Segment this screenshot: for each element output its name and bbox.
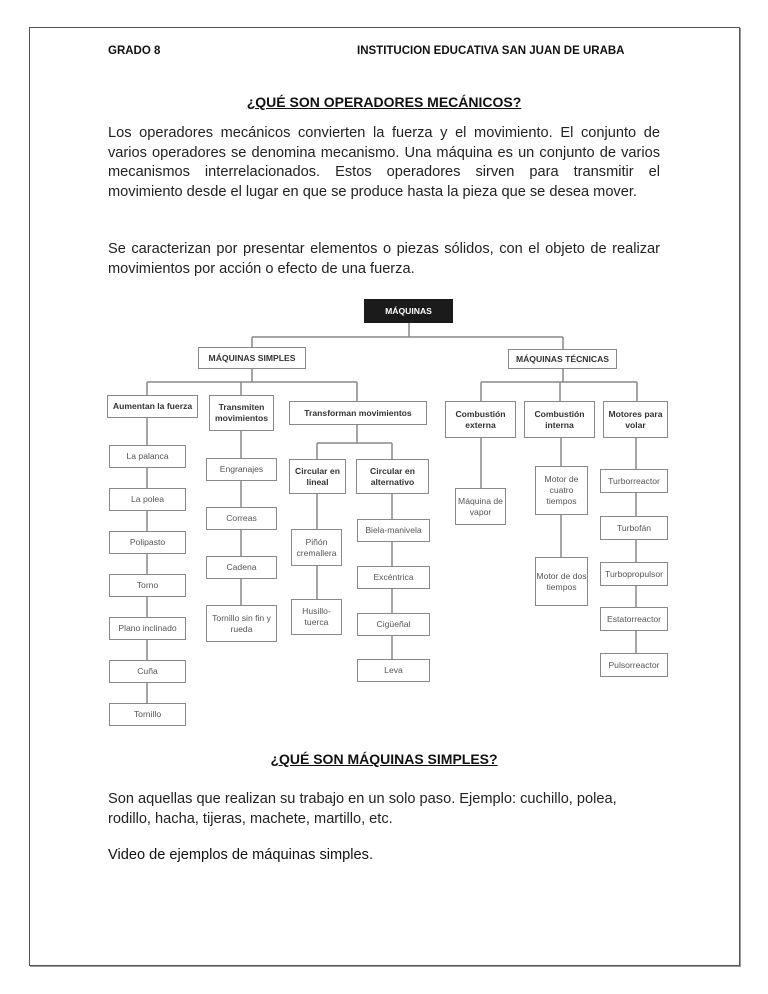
paragraph-maquinas-simples: Son aquellas que realizan su trabajo en un solo paso. Ejemplo: cuchillo, polea, rodillo, hacha, tijeras, machete, martillo, etc. <box>108 791 617 827</box>
node-item: Turbofán <box>600 516 668 540</box>
node-circular-lineal: Circular en lineal <box>289 459 346 494</box>
node-item: Cigüeñal <box>357 613 430 636</box>
header-institution: INSTITUCION EDUCATIVA SAN JUAN DE URABA <box>357 45 625 57</box>
node-transforman-movimientos: Transforman movimientos <box>289 401 427 425</box>
node-maquinas-tecnicas: MÁQUINAS TÉCNICAS <box>508 349 617 369</box>
node-item: Cadena <box>206 556 277 579</box>
node-aumentan-fuerza: Aumentan la fuerza <box>107 395 198 418</box>
node-item: Tornillo <box>109 703 186 726</box>
node-item: Máquina de vapor <box>455 488 506 525</box>
node-motores-volar: Motores para volar <box>603 401 668 438</box>
node-item: Biela-manivela <box>357 519 430 542</box>
node-combustion-interna: Combustión interna <box>524 401 595 438</box>
node-item: La palanca <box>109 445 186 468</box>
node-item: Turborreactor <box>600 469 668 493</box>
section-title-operadores: ¿QUÉ SON OPERADORES MECÁNICOS? <box>246 94 522 110</box>
node-item: Plano inclinado <box>109 617 186 640</box>
node-item: Tornillo sin fin y rueda <box>206 605 277 642</box>
node-item: Correas <box>206 507 277 530</box>
node-item: Piñón cremallera <box>291 529 342 566</box>
node-item: Polipasto <box>109 531 186 554</box>
node-item: Motor de dos tiempos <box>535 557 588 606</box>
node-item: Cuña <box>109 660 186 683</box>
node-maquinas-simples: MÁQUINAS SIMPLES <box>198 347 306 369</box>
node-item: Leva <box>357 659 430 682</box>
node-maquinas: MÁQUINAS <box>364 299 453 323</box>
node-item: Estatorreactor <box>600 607 668 631</box>
node-circular-alternativo: Circular en alternativo <box>356 459 429 494</box>
paragraph-operadores: Los operadores mecánicos convierten la fuerza y el movimiento. El conjunto de varios operadores se denomina mecanismo. Una máquina es un conjunto de varios mecanismos interrelacionados. Estos operadores sirven para transmitir el movimiento desde el lugar en que se produce hasta la pieza que se desea mover. <box>108 125 660 200</box>
node-combustion-externa: Combustión externa <box>445 401 516 438</box>
header-grade: GRADO 8 <box>108 45 161 57</box>
node-item: Turbopropulsor <box>600 562 668 586</box>
paragraph-caracteristicas: Se caracterizan por presentar elementos o piezas sólidos, con el objeto de realizar movimientos por acción o efecto de una fuerza. <box>108 241 660 277</box>
section-title-maquinas-simples: ¿QUÉ SON MÁQUINAS SIMPLES? <box>270 751 498 767</box>
node-item: Pulsorreactor <box>600 653 668 677</box>
video-examples-text: Video de ejemplos de máquinas simples. <box>108 847 374 863</box>
node-item: Torno <box>109 574 186 597</box>
node-item: La polea <box>109 488 186 511</box>
node-item: Motor de cuatro tiempos <box>535 466 588 515</box>
node-item: Excéntrica <box>357 566 430 589</box>
node-item: Husillo-tuerca <box>291 599 342 635</box>
node-item: Engranajes <box>206 458 277 481</box>
node-transmiten-movimientos: Transmiten movimientos <box>209 395 274 431</box>
